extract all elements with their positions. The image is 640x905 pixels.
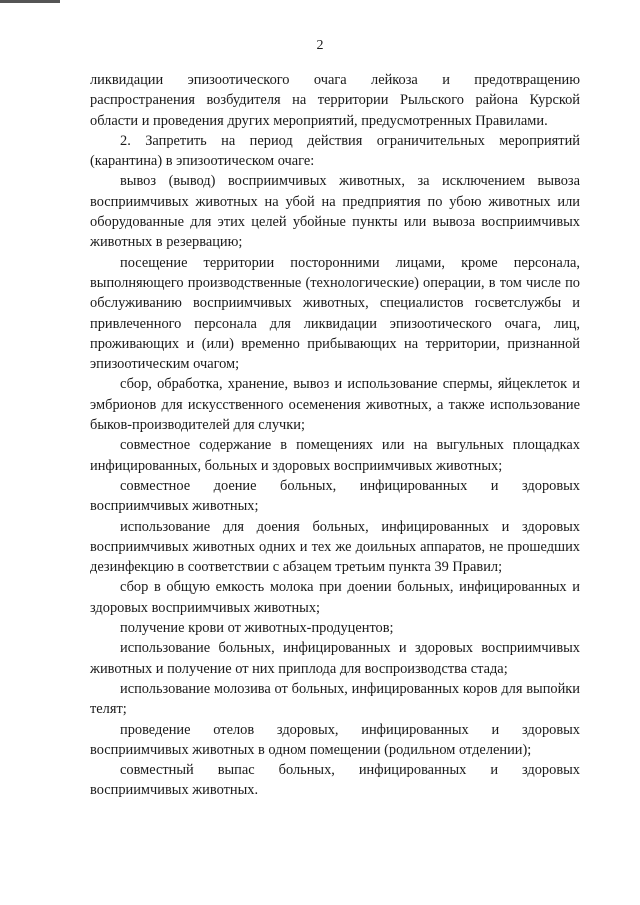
- scan-corner-mark: [0, 0, 60, 3]
- paragraph-item: вывоз (вывод) восприимчивых животных, за исключением вывоза восприимчивых животных на убой на предприятия по убою животных или оборудованные для этих целей убойные пункты или вывоза восприимчивых животных в резервацию;: [90, 173, 580, 251]
- paragraph-item: использование больных, инфицированных и здоровых восприимчивых животных и получение от них приплода для воспроизводства стада;: [90, 640, 580, 677]
- paragraph-continuation: ликвидации эпизоотического очага лейкоза и предотвращению распространения возбудителя на территории Рыльского района Курской области и проведения других мероприятий, предусмотренных Правилами.: [90, 72, 580, 129]
- paragraph-item: получение крови от животных-продуцентов;: [120, 620, 394, 637]
- document-body: [90, 70, 580, 801]
- paragraph-item: сбор в общую емкость молока при доении больных, инфицированных и здоровых восприимчивых животных;: [90, 579, 580, 616]
- paragraph-item: проведение отелов здоровых, инфицированных и здоровых восприимчивых животных в одном помещении (родильном отделении);: [90, 721, 580, 758]
- paragraph-item: сбор, обработка, хранение, вывоз и использование спермы, яйцеклеток и эмбрионов для искусственного осеменения животных, а также использование быков-производителей для случки;: [90, 376, 580, 434]
- paragraph-item: совместное доение больных, инфицированных и здоровых восприимчивых животных;: [90, 477, 580, 515]
- paragraph-prohibition-heading: 2. Запретить на период действия ограничительных мероприятий (карантина) в эпизоотическом очаге:: [90, 132, 580, 170]
- paragraph-item: совместное содержание в помещениях или на выгульных площадках инфицированных, больных и здоровых восприимчивых животных;: [90, 437, 580, 474]
- paragraph-item: посещение территории посторонними лицами, кроме персонала, выполняющего производственные (технологические) операции, в том числе по обслуживанию восприимчивых животных, специалистов госветслужбы и привлеченного персонала для ликвидации эпизоотического очага, лиц, проживающих и (или) временно прибывающих на территории, признанной эпизоотическим очагом;: [90, 254, 580, 373]
- page-number: 2: [316, 38, 324, 53]
- paragraph-item: использование молозива от больных, инфицированных коров для выпойки телят;: [90, 680, 580, 718]
- paragraph-item: совместный выпас больных, инфицированных и здоровых восприимчивых животных.: [90, 762, 580, 799]
- paragraph-item: использование для доения больных, инфицированных и здоровых восприимчивых животных одних и тех же доильных аппаратов, не прошедших дезинфекцию в соответствии с абзацем третьим пункта 39 Правил;: [90, 518, 580, 576]
